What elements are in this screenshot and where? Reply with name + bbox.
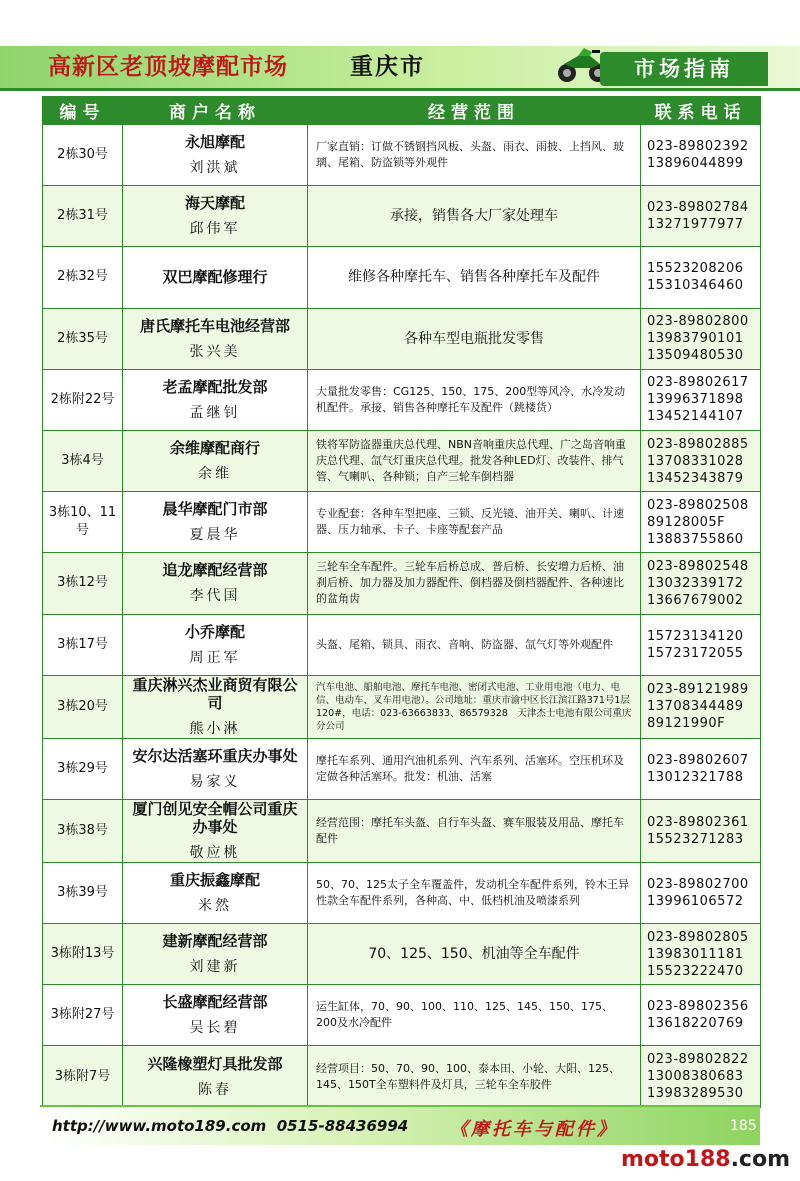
phone-cell [641,924,761,985]
business-scope: 70、125、150、机油等全车配件 [308,924,641,985]
watermark-main: moto188 [620,1147,731,1172]
contact-person: 刘洪斌 [189,160,241,177]
merchant-cell [123,675,308,738]
phone-number: 13983011181 [647,946,744,962]
phone-cell [641,799,761,862]
column-header-scope: 经营范围 [308,97,641,125]
phone-number: 13983790101 [647,331,744,347]
merchant-name: 重庆淋兴杰业商贸有限公司 [132,675,298,712]
column-header-name: 商户名称 [123,97,308,125]
table-row [43,924,761,985]
phone-cell [641,553,761,614]
phone-number: 13883755860 [647,531,744,547]
watermark-tld: .com [730,1147,790,1172]
table-row [43,369,761,430]
business-scope: 维修各种摩托车、销售各种摩托车及配件 [308,247,641,308]
merchant-cell [123,985,308,1046]
merchant-name: 厦门创见安全帽公司重庆办事处 [132,799,298,836]
merchant-name: 双巴摩配修理行 [162,268,268,287]
merchant-name: 唐氏摩托车电池经营部 [139,316,290,335]
phone-number: 15723172055 [647,645,744,661]
merchant-cell [123,862,308,923]
table-row [43,430,761,491]
footer-phone: 0515-88436994 [276,1117,409,1135]
phone-number: 13618220769 [647,1016,744,1032]
phone-number: 13983289530 [647,1086,744,1102]
contact-person: 易家义 [189,773,241,790]
business-scope: 各种车型电瓶批发零售 [308,308,641,369]
business-scope: 大量批发零售：CG125、150、175、200型等风冷、水冷发动机配件。承接、销售各种摩托车及配件（跳楼货） [308,369,641,430]
contact-person: 陈春 [198,1081,232,1098]
merchant-cell [123,924,308,985]
merchant-name: 永旭摩配 [184,133,245,152]
merchant-cell [123,430,308,491]
contact-person: 米然 [198,897,232,914]
table-header-row [43,97,761,125]
phone-number: 13452144107 [647,409,744,425]
footer-url[interactable]: http://www.moto189.com [52,1117,267,1135]
business-scope: 50、70、125太子全车覆盖件，发动机全车配件系列，铃木王异性款全车配件系列，各种高、中、低档机油及喷漆系列 [308,862,641,923]
stall-number: 3栋17号 [43,614,123,675]
phone-cell [641,186,761,247]
phone-number: 13271977977 [647,217,744,233]
stall-number: 3栋38号 [43,799,123,862]
contact-person: 邱伟军 [189,221,241,238]
phone-number: 023-89802356 [647,999,749,1015]
merchant-cell [123,614,308,675]
phone-number: 13896044899 [647,156,744,172]
stall-number: 3栋20号 [43,675,123,738]
merchant-name: 长盛摩配经营部 [162,993,268,1012]
merchant-cell [123,492,308,553]
phone-cell [641,430,761,491]
merchant-name: 追龙摩配经营部 [162,561,268,580]
phone-number: 023-89802700 [647,876,749,892]
stall-number: 3栋附27号 [43,985,123,1046]
stall-number: 2栋31号 [43,186,123,247]
table-row [43,308,761,369]
table-row [43,675,761,738]
phone-number: 15723134120 [647,628,744,644]
business-scope: 经营范围：摩托车头盔、自行车头盔、赛车服装及用品、摩托车配件 [308,799,641,862]
contact-person: 吴长碧 [189,1020,241,1037]
merchant-cell [123,186,308,247]
column-header-id: 编号 [43,97,123,125]
business-scope: 头盔、尾箱、锁具、雨衣、音响、防盗器、氙气灯等外观配件 [308,614,641,675]
phone-number: 15310346460 [647,278,744,294]
table-row [43,186,761,247]
phone-number: 023-89802548 [647,558,749,574]
table-row [43,985,761,1046]
merchant-name: 重庆振鑫摩配 [169,870,260,889]
merchant-name: 兴隆橡塑灯具批发部 [147,1054,283,1073]
table-row [43,247,761,308]
footer-contact [52,1117,408,1135]
stall-number: 2栋30号 [43,125,123,186]
merchant-cell [123,1046,308,1107]
phone-number: 13708331028 [647,453,744,469]
phone-number: 13012321788 [647,769,744,785]
table-row [43,1046,761,1107]
stall-number: 3栋10、11号 [43,492,123,553]
business-scope: 运生缸体，70、90、100、110、125、145、150、175、200及水冷配件 [308,985,641,1046]
phone-number: 13032339172 [647,575,744,591]
phone-number: 023-89802784 [647,200,749,216]
contact-person: 孟继钊 [189,404,241,421]
phone-number: 15523208206 [647,261,744,277]
merchant-name: 建新摩配经营部 [162,932,268,951]
business-scope: 厂家直销：订做不锈钢挡风板、头盔、雨衣、雨披、上挡风、玻璃、尾箱、防盗锁等外观件 [308,125,641,186]
merchant-cell [123,308,308,369]
column-header-phone: 联系电话 [641,97,761,125]
table-row [43,553,761,614]
market-guide-badge: 市场指南 [600,52,768,86]
phone-cell [641,985,761,1046]
stall-number: 3栋29号 [43,738,123,799]
stall-number: 3栋12号 [43,553,123,614]
phone-number: 13996106572 [647,893,744,909]
phone-number: 13708344489 [647,699,744,715]
business-scope: 经营项目：50、70、90、100、泰本田、小轮、大阳、125、145、150T全车塑料件及灯具，三轮车全车胶件 [308,1046,641,1107]
merchant-name: 老孟摩配批发部 [162,377,268,396]
table-row [43,738,761,799]
phone-number: 023-89802885 [647,436,749,452]
phone-cell [641,247,761,308]
phone-cell [641,125,761,186]
phone-number: 023-89802822 [647,1052,749,1068]
phone-cell [641,492,761,553]
business-scope: 汽车电池、船舶电池、摩托车电池、密闭式电池、工业用电池（电力、电信、电动车、叉车用电池）。公司地址：重庆市渝中区长江滨江路371号1层120#，电话：023-63663833、86579328 天津杰士电池有限公司重庆分公司 [308,675,641,738]
city-title: 重庆市 [350,54,425,80]
contact-person: 张兴美 [189,343,241,360]
phone-number: 13667679002 [647,592,744,608]
phone-number: 023-89802800 [647,314,749,330]
phone-number: 023-89802508 [647,497,749,513]
table-row [43,492,761,553]
merchant-cell [123,369,308,430]
merchant-name: 海天摩配 [184,194,245,213]
phone-number: 023-89802392 [647,139,749,155]
business-scope: 铁将军防盗器重庆总代理、NBN音响重庆总代理、广之岛音响重庆总代理、氙气灯重庆总代理。批发各种LED灯、改装件、排气管、气喇叭、各种锁；自产三轮车倒档器 [308,430,641,491]
phone-number: 13452343879 [647,470,744,486]
merchant-cell [123,738,308,799]
merchant-name: 安尔达活塞环重庆办事处 [132,746,298,765]
phone-number: 023-89802361 [647,814,749,830]
phone-number: 89121990F [647,716,726,732]
merchant-cell [123,799,308,862]
table-row [43,614,761,675]
stall-number: 2栋32号 [43,247,123,308]
stall-number: 3栋39号 [43,862,123,923]
contact-person: 夏晨华 [189,527,241,544]
contact-person: 刘建新 [189,959,241,976]
business-scope: 三轮车全车配件。三轮车后桥总成、普后桥、长安增力后桥、油刹后桥、加力器及加力器配件、倒档器及倒档器配件、各种速比的盆角齿 [308,553,641,614]
phone-number: 13008380683 [647,1069,744,1085]
contact-person: 熊小淋 [189,720,241,737]
market-title: 高新区老顶坡摩配市场 [48,54,288,80]
stall-number: 2栋35号 [43,308,123,369]
magazine-title: 《摩托车与配件》 [450,1119,618,1140]
merchant-cell [123,247,308,308]
business-scope: 专业配套：各种车型把座、三锁、反光镜、油开关、喇叭、计速器、压力轴承、卡子、卡座等配套产品 [308,492,641,553]
phone-number: 023-89802607 [647,752,749,768]
phone-cell [641,862,761,923]
phone-cell [641,1046,761,1107]
stall-number: 3栋4号 [43,430,123,491]
merchant-cell [123,553,308,614]
phone-number: 023-89121989 [647,682,749,698]
stall-number: 3栋附13号 [43,924,123,985]
phone-number: 023-89802805 [647,929,749,945]
header-rule [0,88,800,91]
page-header [0,0,800,92]
page-number: 185 [730,1118,757,1134]
phone-cell [641,675,761,738]
phone-number: 89128005F [647,514,726,530]
stall-number: 3栋附7号 [43,1046,123,1107]
phone-number: 15523271283 [647,831,744,847]
table-row [43,799,761,862]
phone-number: 023-89802617 [647,375,749,391]
phone-number: 15523222470 [647,963,744,979]
contact-person: 敬应桃 [189,844,241,861]
merchant-name: 小乔摩配 [184,622,245,641]
merchant-name: 晨华摩配门市部 [162,500,268,519]
table-row [43,862,761,923]
business-scope: 承接，销售各大厂家处理车 [308,186,641,247]
phone-cell [641,308,761,369]
phone-cell [641,738,761,799]
contact-person: 周正军 [189,649,241,666]
phone-cell [641,369,761,430]
merchant-table [42,96,761,1108]
stall-number: 2栋附22号 [43,369,123,430]
table-row [43,125,761,186]
business-scope: 摩托车系列、通用汽油机系列、汽车系列、活塞环。空压机环及定做各种活塞环。批发：机油、活塞 [308,738,641,799]
phone-cell [641,614,761,675]
contact-person: 余维 [198,466,232,483]
phone-number: 13996371898 [647,392,744,408]
merchant-name: 余维摩配商行 [169,439,260,458]
contact-person: 李代国 [189,588,241,605]
merchant-cell [123,125,308,186]
watermark [621,1147,790,1172]
phone-number: 13509480530 [647,348,744,364]
